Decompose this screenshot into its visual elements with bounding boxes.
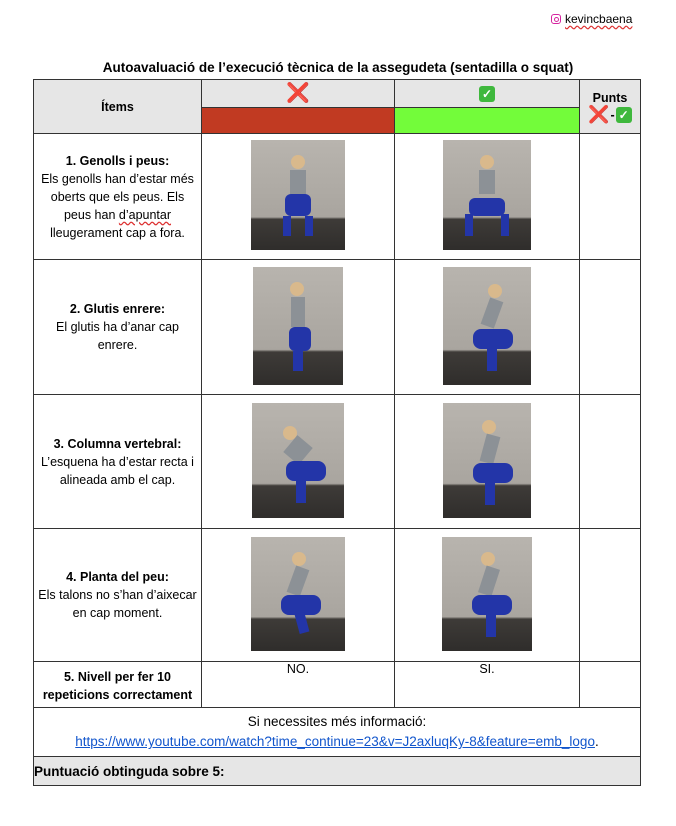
score-label: Puntuació obtinguda sobre 5: [34,763,225,779]
level-right: SI. [395,662,580,708]
items-header-label: Ítems [101,99,134,114]
wrong-photo-cell [202,260,395,395]
item-title: 3. Columna vertebral: [53,436,182,451]
item-text-misspelled: d’apuntar [118,207,172,222]
youtube-link[interactable]: https://www.youtube.com/watch?time_continue=23&v=J2axluqKy-8&feature=emb_logo [75,734,595,749]
squat-photo-wrong [251,140,345,250]
link-trailing-dot: . [594,734,599,749]
points-cell[interactable] [580,529,641,662]
item-cell [34,134,202,260]
points-header [580,80,641,134]
squat-photo-right [443,140,531,250]
right-header [395,80,580,108]
item-text-end: lleugerament cap a fora. [50,225,185,240]
item-cell [34,395,202,529]
points-header-label: Punts [592,91,628,105]
squat-photo-right [443,403,531,518]
instagram-handle[interactable] [551,12,632,26]
wrong-photo-cell [202,395,395,529]
wrong-photo-cell [202,529,395,662]
squat-photo-wrong [251,537,345,651]
points-separator: - [610,108,615,122]
squat-photo-wrong [253,267,343,385]
item-title: 5. Nivell per fer 10 repeticions correctament [42,669,193,702]
points-cell[interactable] [580,662,641,708]
check-icon: ✓ [616,107,632,123]
document-title: Autoavaluació de l’execució tècnica de la assegudeta (sentadilla o squat) [102,60,574,75]
item-text: Els genolls han d’estar més oberts que els peus. Els peus han [41,171,194,222]
right-photo-cell [395,134,580,260]
right-photo-cell [395,529,580,662]
table-row [34,529,641,662]
item-text: Els talons no s’han d’aixecar en cap moment. [38,588,197,620]
items-header [34,80,202,134]
item-cell [34,260,202,395]
right-photo-cell [395,260,580,395]
item-cell [34,662,202,708]
wrong-photo-cell [202,134,395,260]
instagram-username: kevincbaena [565,12,633,26]
instagram-icon [551,14,561,24]
points-cell[interactable] [580,260,641,395]
item-title: 4. Planta del peu: [66,570,169,584]
item-text: L’esquena ha d’estar recta i alineada amb el cap. [41,454,194,487]
more-info-label: Si necessites més informació: [247,714,427,729]
table-row [34,134,641,260]
more-info [34,708,641,757]
wrong-header [202,80,395,108]
table-row [34,662,641,708]
item-cell [34,529,202,662]
item-title: 2. Glutis enrere: [69,302,166,316]
score-row[interactable] [34,757,641,786]
check-icon: ✓ [479,86,495,102]
table-row [34,395,641,529]
squat-photo-right [442,537,532,651]
right-color-bar [395,108,580,134]
item-title: 1. Genolls i peus: [65,153,170,168]
cross-icon: ❌ [286,83,310,104]
points-cell[interactable] [580,395,641,529]
right-photo-cell [395,395,580,529]
table-row [34,260,641,395]
level-wrong: NO. [202,662,395,708]
wrong-color-bar [202,108,395,134]
squat-photo-wrong [252,403,344,518]
cross-icon: ❌ [588,105,610,124]
evaluation-table [33,79,641,786]
squat-photo-right [443,267,531,385]
item-text: El glutis ha d’anar cap enrere. [56,320,179,352]
points-cell[interactable] [580,134,641,260]
